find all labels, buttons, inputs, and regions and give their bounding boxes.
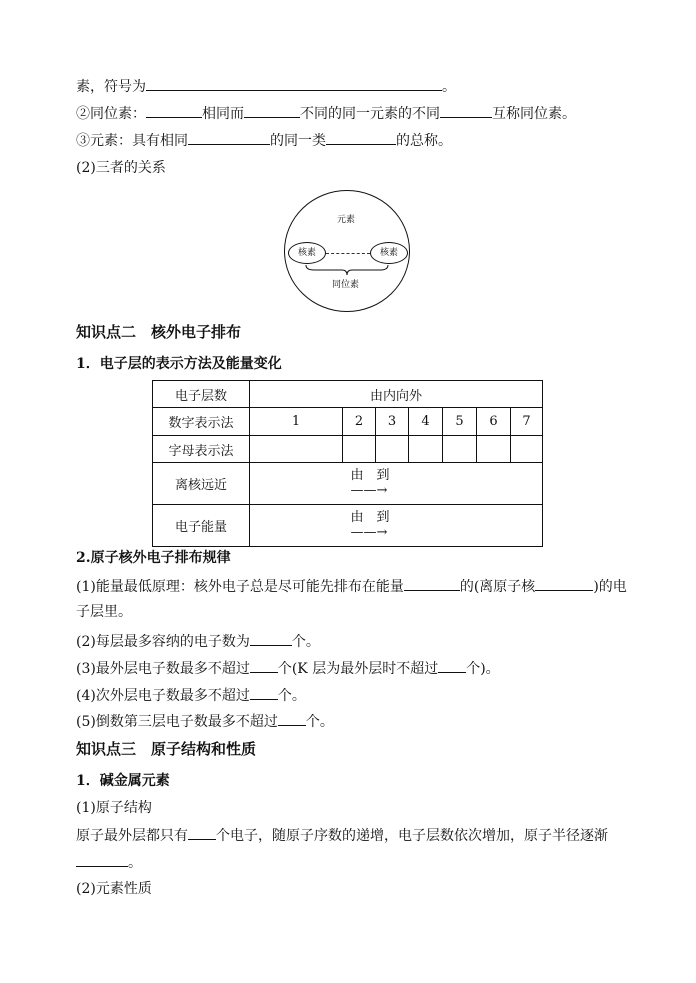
text-line-rule2 (76, 631, 320, 652)
text-line-symbol (76, 76, 456, 97)
text-line-relation: (2)三者的关系 (76, 160, 166, 176)
table-cell-energy (250, 505, 543, 547)
blank (244, 103, 300, 118)
diagram-brace (304, 263, 390, 277)
table-cell-number: 1 (250, 408, 343, 436)
text-line-rule4 (76, 685, 306, 706)
diagram-nuclide-left: 核素 (288, 242, 326, 264)
table-row (153, 463, 543, 505)
table-row (153, 436, 543, 463)
text-line-structure-desc (76, 825, 608, 846)
text: (5)倒数第三层电子数最多不超过 (76, 714, 278, 730)
table-row (153, 505, 543, 547)
diagram-dash-line (326, 253, 370, 254)
text: 的同一类 (270, 133, 326, 149)
table-cell-number: 7 (511, 408, 543, 436)
table-cell-label: 字母表示法 (153, 436, 250, 463)
diagram-nuclide-right: 核素 (370, 242, 408, 264)
table-cell-number: 2 (343, 408, 376, 436)
arrow-icon: ——→ (350, 525, 388, 540)
text: 个。 (305, 714, 334, 730)
text: ②同位素： (76, 106, 146, 122)
text: 个(K 层为最外层时不超过 (277, 661, 439, 677)
text: (3)最外层电子数最多不超过 (76, 661, 250, 677)
blank (250, 685, 278, 700)
section-title-2: 知识点二 核外电子排布 (76, 323, 242, 341)
text: 原子最外层都只有 (76, 828, 188, 844)
blank (188, 825, 216, 840)
text-line-properties: (2)元素性质 (76, 881, 152, 897)
table-cell-empty (409, 436, 443, 463)
text: 互称同位素。 (492, 106, 576, 122)
relation-diagram (284, 190, 410, 312)
text: 。 (442, 79, 456, 95)
blank (404, 576, 460, 591)
text: 相同而 (202, 106, 244, 122)
text-line-rule5 (76, 711, 334, 732)
diagram-label-isotope: 同位素 (332, 280, 360, 290)
table-cell-value: 由内向外 (250, 381, 543, 408)
text: (1)能量最低原理：核外电子总是尽可能先排布在能量 (76, 579, 404, 595)
text: 素，符号为 (76, 79, 146, 95)
text-line-rule3 (76, 658, 500, 679)
table-cell-number: 4 (409, 408, 443, 436)
text: 个电子，随原子序数的递增，电子层数依次增加，原子半径逐渐 (216, 828, 608, 844)
blank (326, 130, 396, 145)
arrow-icon: ——→ (350, 483, 388, 498)
table-cell-distance (250, 463, 543, 505)
blank (535, 576, 593, 591)
text: 个。 (277, 688, 306, 704)
table-cell-label: 电子能量 (153, 505, 250, 547)
diagram-label-element: 元素 (337, 215, 356, 225)
table-cell-empty (343, 436, 376, 463)
text: 不同的同一元素的不同 (300, 106, 440, 122)
electron-layer-table (152, 380, 543, 547)
table-cell-number: 3 (376, 408, 409, 436)
table-cell-label: 离核远近 (153, 463, 250, 505)
blank (76, 852, 128, 867)
blank (250, 658, 278, 673)
blank (278, 711, 306, 726)
blank (250, 631, 292, 646)
table-cell-number: 6 (477, 408, 511, 436)
text: 个)。 (466, 661, 500, 677)
table-row (153, 408, 543, 436)
table-row (153, 381, 543, 408)
section-title-3: 知识点三 原子结构和性质 (76, 740, 257, 758)
text: (4)次外层电子数最多不超过 (76, 688, 250, 704)
table-cell-empty (250, 436, 343, 463)
blank (188, 130, 270, 145)
table-cell-label: 数字表示法 (153, 408, 250, 436)
text-line-structure: (1)原子结构 (76, 800, 152, 816)
text: 的总称。 (396, 133, 452, 149)
subsection-title-alkali: 1．碱金属元素 (76, 773, 170, 789)
text: 。 (128, 855, 142, 871)
subsection-title-electron-layer: 1．电子层的表示方法及能量变化 (76, 356, 282, 372)
table-cell-empty (511, 436, 543, 463)
text-line-structure-cont (76, 852, 142, 873)
text-line-element (76, 130, 452, 151)
text-line-rule1 (76, 576, 627, 597)
subsection-title-rules: 2.原子核外电子排布规律 (76, 550, 231, 566)
text-line-isotope (76, 103, 576, 124)
table-cell-label: 电子层数 (153, 381, 250, 408)
text: ③元素：具有相同 (76, 133, 188, 149)
blank (146, 103, 202, 118)
table-cell-number: 5 (443, 408, 477, 436)
text: 的(离原子核 (459, 579, 536, 595)
table-cell-empty (376, 436, 409, 463)
table-cell-empty (477, 436, 511, 463)
text: 由 到 (350, 468, 390, 483)
text: )的电 (593, 579, 627, 595)
blank (440, 103, 492, 118)
table-cell-empty (443, 436, 477, 463)
text: 个。 (291, 634, 320, 650)
text: (2)每层最多容纳的电子数为 (76, 634, 250, 650)
blank (146, 76, 442, 91)
text-line-rule1-cont: 子层里。 (76, 604, 132, 620)
text: 由 到 (350, 510, 390, 525)
blank (438, 658, 466, 673)
